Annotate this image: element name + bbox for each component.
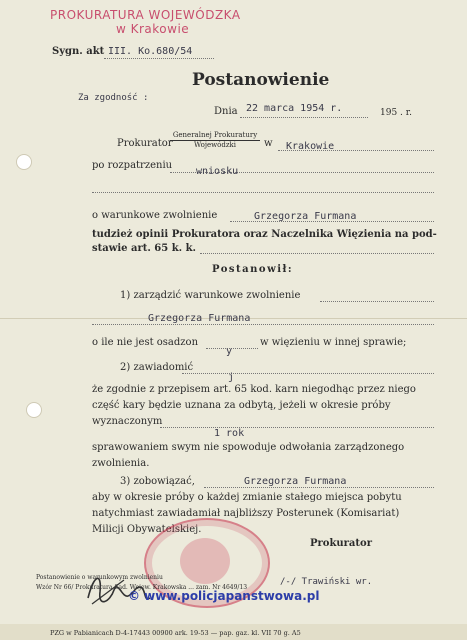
point-3-text: 3) zobowiązać, — [120, 476, 195, 487]
ze-zgodnie-text: że zgodnie z przepisem art. 65 kod. karn niegodhąc przez niego — [92, 384, 416, 395]
dotted-line — [200, 253, 434, 254]
printer-info: PZG w Pabianicach D-4-17443 00900 ark. 19-53 — pap. gaz. kl. VII 70 g. A5 — [50, 629, 301, 637]
date-typed: 22 marca 1954 r. — [246, 103, 343, 114]
punch-hole — [26, 402, 42, 418]
sprawowaniem-text: sprawowaniem swym nie spowoduje odwołania zarządzonego — [92, 442, 405, 453]
prosecutor-office-stamp — [50, 8, 241, 36]
milicji-text: Milicji Obywatelskiej. — [92, 524, 202, 535]
j-typed: j — [228, 372, 235, 383]
wyznaczonym-text: wyznaczonym — [92, 416, 163, 427]
wiezieniu-text: w więzieniu w innej sprawie; — [260, 337, 407, 348]
w-label: w — [264, 138, 273, 149]
fraction-denominator: Wojewódzki — [193, 141, 237, 149]
prokurator-signature-label: Prokurator — [310, 538, 372, 549]
footer-form-ref: Wzór Nr 66/ Prokuratura Sąd. Wojew. Krakowska ... zam. Nr 4649/13 — [36, 584, 248, 591]
footer-form-title: Postanowienie o warunkowym zwolnieniu — [36, 574, 163, 581]
seal-emblem — [180, 538, 230, 584]
sygn-label: Sygn. akt — [52, 46, 105, 57]
dotted-line — [182, 373, 434, 374]
prosecutor-type-fraction — [170, 131, 260, 150]
name-typed-3: Grzegorza Furmana — [244, 476, 347, 487]
watermark-text: © www.policjapanstwowa.pl — [128, 589, 320, 603]
dotted-line — [320, 301, 434, 302]
stamp-line-2: w Krakowie — [116, 22, 190, 36]
wniosku-typed: wniosku — [196, 166, 239, 177]
tudziez-text: tudzież opinii Prokuratora oraz Naczelnika Więzienia na pod- — [92, 229, 437, 240]
dotted-line — [104, 58, 214, 59]
name-typed-2: Grzegorza Furmana — [148, 313, 251, 324]
document-title: Postanowienie — [192, 70, 330, 90]
natychmiast-text: natychmiast zawiadamiał najbliższy Posterunek (Komisariat) — [92, 508, 400, 519]
sygn-value: III. Ko.680/54 — [108, 46, 193, 57]
dnia-label: Dnia — [214, 106, 238, 117]
po-rozpatrzeniu-label: po rozpatrzeniu — [92, 160, 173, 171]
point-1-text: 1) zarządzić warunkowe zwolnienie — [120, 290, 301, 301]
dotted-line — [160, 427, 434, 428]
point-2-text: 2) zawiadomić — [120, 362, 194, 373]
postanowil-heading: Postanowił: — [212, 264, 294, 275]
aby-text: aby w okresie próby o każdej zmianie stałego miejsca pobytu — [92, 492, 402, 503]
dotted-line — [92, 192, 434, 193]
year-printed: 195 . r. — [380, 108, 412, 118]
fraction-numerator: Generalnej Prokuratury — [170, 131, 260, 141]
name-typed-1: Grzegorza Furmana — [254, 211, 357, 222]
prokurator-label: Prokurator — [117, 138, 173, 149]
rok-typed: 1 rok — [214, 428, 245, 439]
czesc-text: część kary będzie uznana za odbytą, jeżeli w okresie próby — [92, 400, 391, 411]
warunkowe-label: o warunkowe zwolnienie — [92, 210, 218, 221]
dotted-line — [92, 324, 434, 325]
dotted-line — [240, 117, 368, 118]
zgodnosc-label: Za zgodność : — [78, 93, 149, 103]
stawie-text: stawie art. 65 k. k. — [92, 243, 197, 254]
ile-nie-text: o ile nie jest osadzon — [92, 337, 199, 348]
stamp-line-1: PROKURATURA WOJEWÓDZKA — [50, 8, 241, 22]
zwolnienia-text: zwolnienia. — [92, 458, 150, 469]
signer-typed: /-/ Trawiński wr. — [280, 577, 373, 587]
punch-hole — [16, 154, 32, 170]
city-typed: Krakowie — [286, 141, 335, 152]
y-typed: y — [226, 346, 233, 357]
